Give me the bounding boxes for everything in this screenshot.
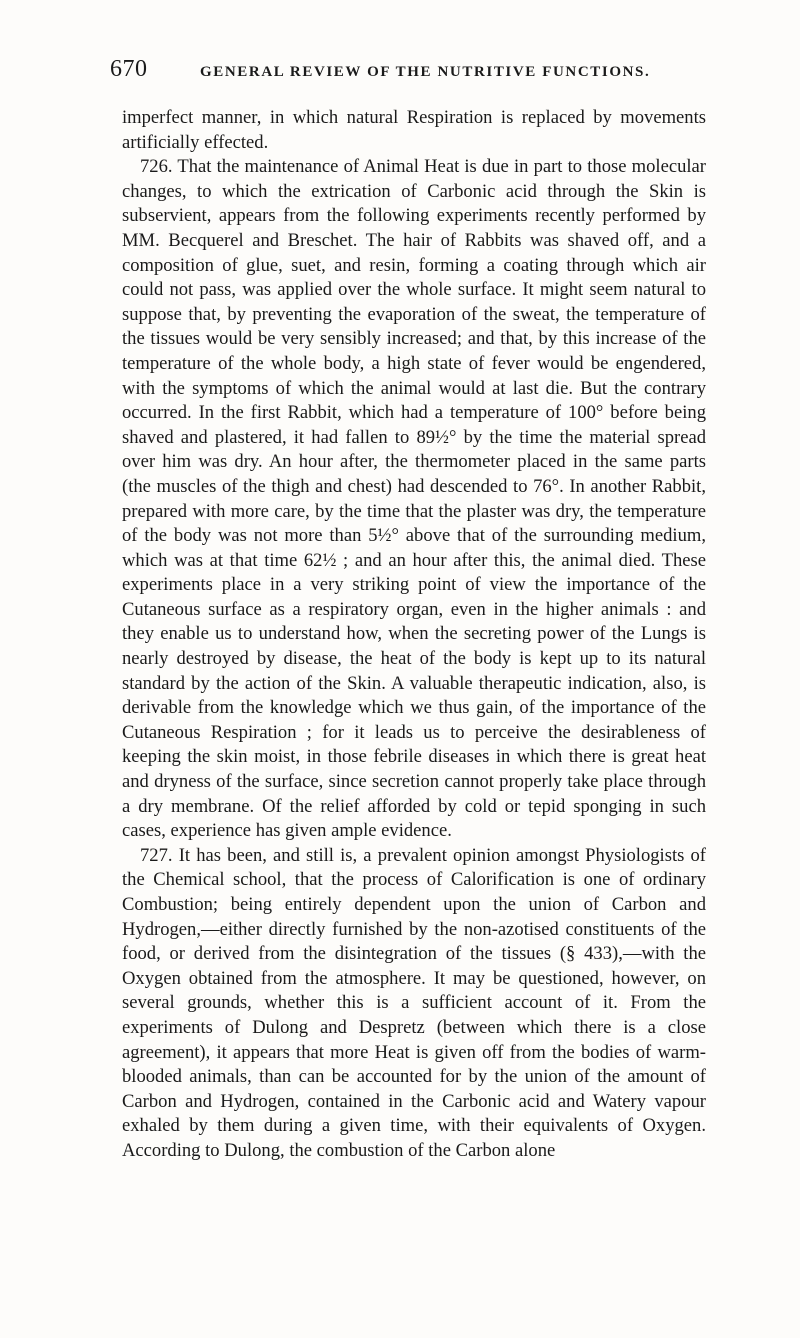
paragraph-text: It has been, and still is, a prevalent opinion amongst Physiologists of the Chemical school, that the process of Calorification is one of ordinary Combustion; being entirely dependent upon the union of Carbon and Hydrogen,—either directly furnished by the non-azotised constituents of the food, or derived from the disintegration of the tissues (§ 433),—with the Oxygen obtained from the atmosphere. It may be questioned, however, on several grounds, whether this is a sufficient account of it. From the experiments of Dulong and Despretz (between which there is a close agreement), it appears that more Heat is given off from the bodies of warm-blooded animals, than can be accounted for by the union of the amount of Carbon and Hydrogen, contained in the Carbonic acid and Watery vapour exhaled by them during a given time, with their equivalents of Oxygen. According to Dulong, the combustion of the Carbon alone: [122, 844, 706, 1161]
page-number: 670: [110, 56, 148, 82]
paragraph-726: [122, 155, 706, 844]
body-text: [122, 106, 706, 1164]
paragraph-text: imperfect manner, in which natural Respiration is replaced by movements artificially effected.: [122, 107, 706, 153]
paragraph-text: That the maintenance of Animal Heat is due in part to those molecular changes, to which the extrication of Carbonic acid through the Skin is subservient, appears from the following experiments recently performed by MM. Becquerel and Breschet. The hair of Rabbits was shaved off, and a composition of glue, suet, and resin, forming a coating through which air could not pass, was applied over the whole surface. It might seem natural to suppose that, by preventing the evaporation of the sweat, the temperature of the tissues would be very sensibly increased; and that, by this increase of the temperature of the whole body, a high state of fever would be engendered, with the symptoms of which the animal would at last die. But the contrary occurred. In the first Rabbit, which had a temperature of 100° before being shaved and plastered, it had fallen to 89½° by the time the material spread over him was dry. An hour after, the thermometer placed in the same parts (the muscles of the thigh and chest) had descended to 76°. In another Rabbit, prepared with more care, by the time that the plaster was dry, the temperature of the body was not more than 5½° above that of the surrounding medium, which was at that time 62½ ; and an hour after this, the animal died. These experiments place in a very striking point of view the importance of the Cutaneous surface as a respiratory organ, even in the higher animals : and they enable us to understand how, when the secreting power of the Lungs is nearly destroyed by disease, the heat of the body is kept up to its natural standard by the action of the Skin. A valuable therapeutic indication, also, is derivable from the knowledge which we thus gain, of the importance of the Cutaneous Respiration ; for it leads us to perceive the desirableness of keeping the skin moist, in those febrile diseases in which there is great heat and dryness of the surface, since secretion cannot properly take place through a dry membrane. Of the relief afforded by cold or tepid sponging in such cases, experience has given ample evidence.: [122, 156, 706, 842]
paragraph-number: 727.: [140, 844, 173, 866]
header-title: GENERAL REVIEW OF THE NUTRITIVE FUNCTIONS.: [200, 64, 651, 80]
paragraph-number: 726.: [140, 156, 173, 178]
paragraph-727: [122, 844, 706, 1164]
paragraph-continuation: [122, 106, 706, 155]
running-head: [110, 56, 702, 84]
